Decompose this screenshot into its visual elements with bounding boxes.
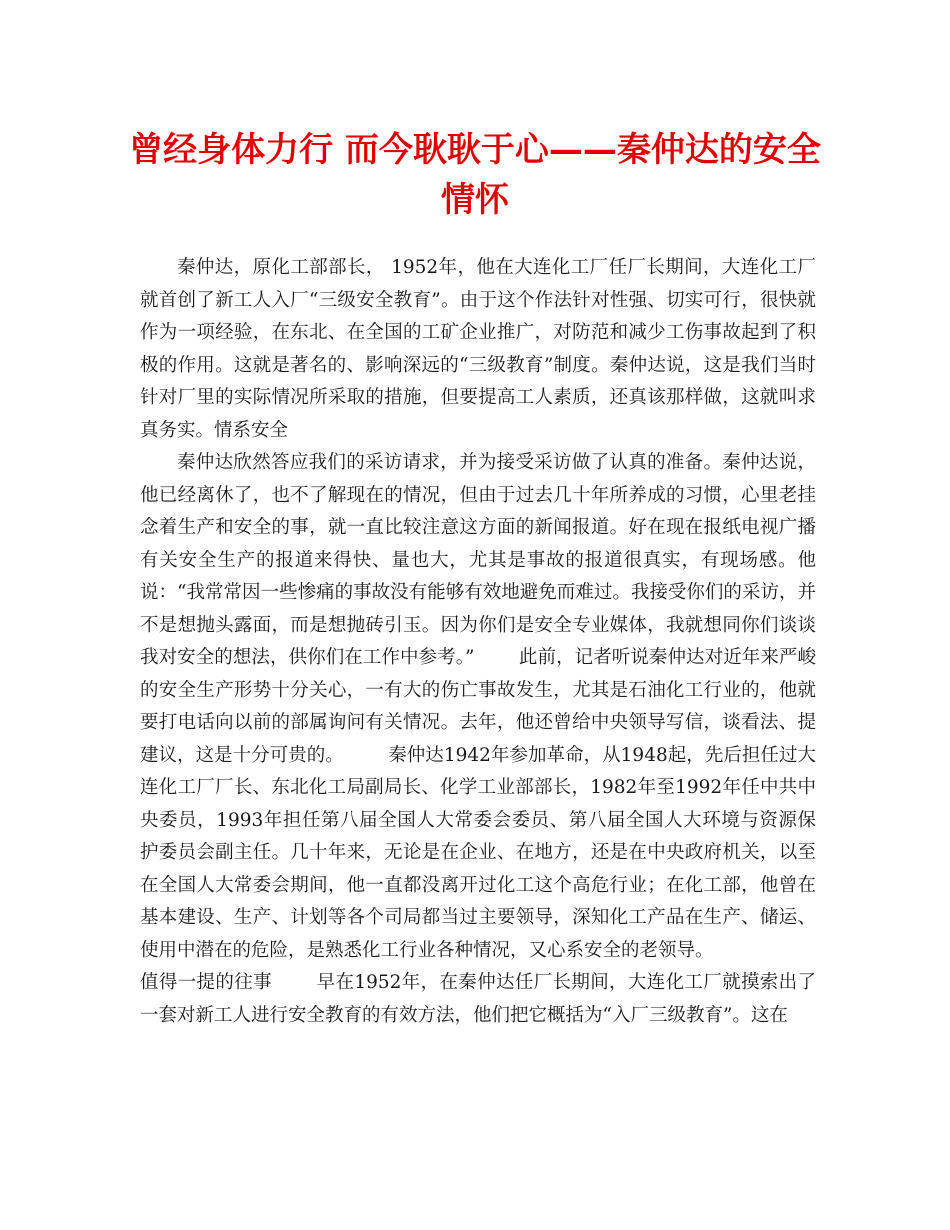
paragraph-text: 秦仲达，原化工部部长， 1952年，他在大连化工厂任厂长期间，大连化工厂就首创了新工人入厂“三级安全教育”。由于这个作法针对性强、切实可行，很快就作为一项经验，在东北、在全国的工矿企业推广，对防范和减少工伤事故起到了积极的作用。这就是著名的、影响深远的“三级教育”制度。秦仲达说，这是我们当时针对厂里的实际情况所采取的措施，但要提高工人素质，还真该那样做，这就叫求真务实。情系安全	[140, 257, 816, 441]
paragraph-2	[140, 447, 816, 967]
paragraph-text: 早在1952年，在秦仲达任厂长期间，大连化工厂就摸索出了一套对新工人进行安全教育的有效方法，他们把它概括为“入厂三级教育”。这在	[140, 972, 816, 1026]
paragraph-text: 此前，记者听说秦仲达对近年来严峻的安全生产形势十分关心，一有大的伤亡事故发生，尤其是石油化工行业的，他就要打电话向以前的部属询问有关情况。去年，他还曾给中央领导写信，谈看法、提建议，这是十分可贵的。	[140, 647, 816, 766]
paragraph-1	[140, 252, 816, 447]
paragraph-text: 秦仲达欣然答应我们的采访请求，并为接受采访做了认真的准备。秦仲达说，他已经离休了，也不了解现在的情况，但由于过去几十年所养成的习惯，心里老挂念着生产和安全的事，就一直比较注意这方面的新闻报道。好在现在报纸电视广播有关安全生产的报道来得快、量也大，尤其是事故的报道很真实，有现场感。他说：“我常常因一些惨痛的事故没有能够有效地避免而难过。我接受你们的采访，并不是想抛头露面，而是想抛砖引玉。因为你们是安全专业媒体，我就想同你们谈谈我对安全的想法，供你们在工作中参考。”	[140, 452, 816, 668]
paragraph-text: 秦仲达1942年参加革命，从1948起，先后担任过大连化工厂厂长、东北化工局副局长、化学工业部部长，1982年至1992年任中共中央委员，1993年担任第八届全国人大常委会委员、第八届全国人大环境与资源保护委员会副主任。几十年来，无论是在企业、在地方，还是在中央政府机关，以至在全国人大常委会期间，他一直都没离开过化工这个高危行业；在化工部，他曾在基本建设、生产、计划等各个司局都当过主要领导，深知化工产品在生产、储运、使用中潜在的危险，是熟悉化工行业各种情况，又心系安全的老领导。	[140, 744, 816, 961]
section-heading-inline: 值得一提的往事	[140, 972, 272, 993]
document-title: 曾经身体力行 而今耿耿于心——秦仲达的安全情怀	[129, 130, 821, 220]
paragraph-3	[140, 967, 816, 1032]
document-body	[140, 252, 816, 1032]
